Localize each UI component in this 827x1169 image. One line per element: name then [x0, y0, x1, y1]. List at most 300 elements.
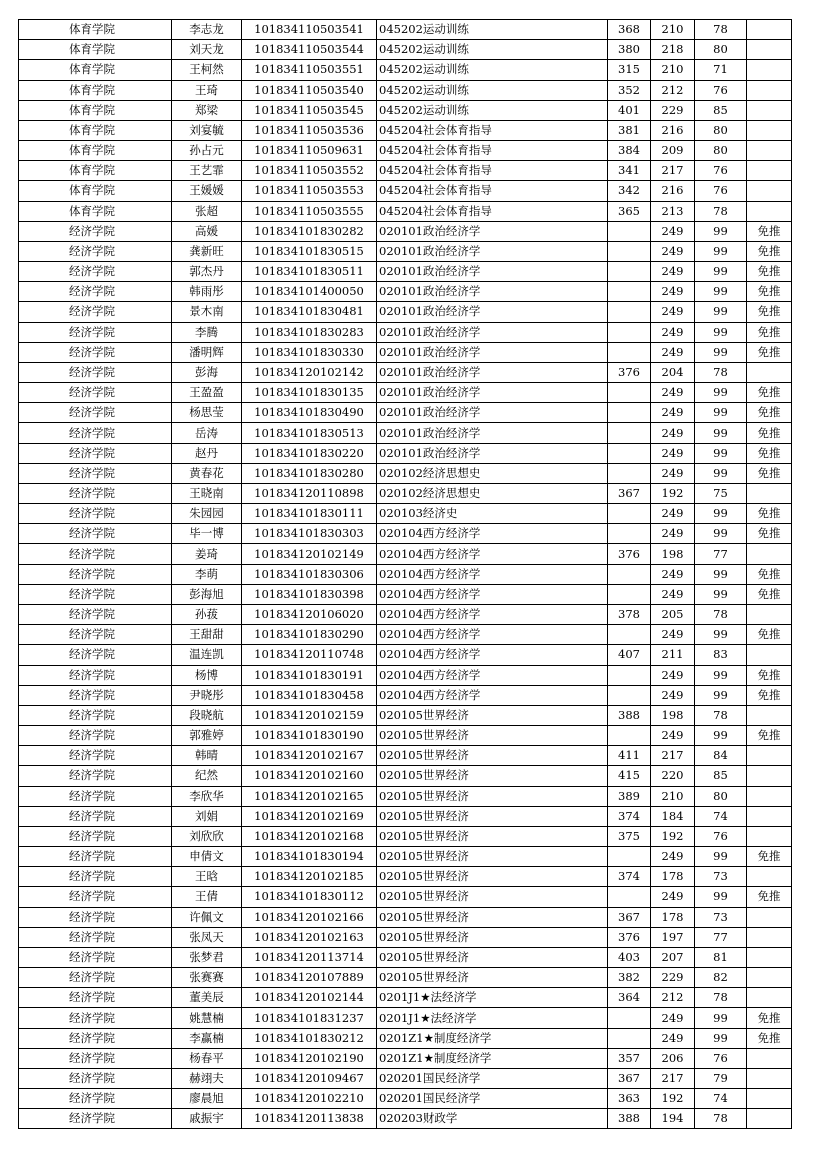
major-cell: 020101政治经济学: [377, 423, 608, 443]
name-cell: 景木南: [172, 302, 242, 322]
remark-cell: [747, 746, 792, 766]
name-cell: 温连凯: [172, 645, 242, 665]
total-score-cell: 99: [695, 383, 747, 403]
total-score-cell: 99: [695, 584, 747, 604]
table-row: [19, 968, 792, 988]
retest-score-cell: 206: [651, 1048, 695, 1068]
initial-score-cell: 363: [608, 1089, 651, 1109]
table-row: [19, 463, 792, 483]
total-score-cell: 99: [695, 564, 747, 584]
table-row: [19, 141, 792, 161]
total-score-cell: 99: [695, 342, 747, 362]
table-row: [19, 504, 792, 524]
major-cell: 020105世界经济: [377, 947, 608, 967]
college-cell: 经济学院: [19, 867, 172, 887]
initial-score-cell: 381: [608, 120, 651, 140]
table-row: [19, 584, 792, 604]
college-cell: 经济学院: [19, 705, 172, 725]
major-cell: 020101政治经济学: [377, 403, 608, 423]
college-cell: 经济学院: [19, 342, 172, 362]
major-cell: 020101政治经济学: [377, 443, 608, 463]
total-score-cell: 80: [695, 786, 747, 806]
name-cell: 戚振宇: [172, 1109, 242, 1129]
major-cell: 020104西方经济学: [377, 584, 608, 604]
college-cell: 经济学院: [19, 1109, 172, 1129]
retest-score-cell: 249: [651, 847, 695, 867]
college-cell: 经济学院: [19, 826, 172, 846]
college-cell: 经济学院: [19, 988, 172, 1008]
major-cell: 020103经济史: [377, 504, 608, 524]
name-cell: 李赢楠: [172, 1028, 242, 1048]
retest-score-cell: 184: [651, 806, 695, 826]
total-score-cell: 74: [695, 1089, 747, 1109]
remark-cell: 免推: [747, 726, 792, 746]
table-row: [19, 1068, 792, 1088]
initial-score-cell: 375: [608, 826, 651, 846]
total-score-cell: 99: [695, 1028, 747, 1048]
remark-cell: 免推: [747, 665, 792, 685]
college-cell: 体育学院: [19, 120, 172, 140]
remark-cell: [747, 20, 792, 40]
total-score-cell: 80: [695, 141, 747, 161]
total-score-cell: 71: [695, 60, 747, 80]
exam-id-cell: 101834120102168: [242, 826, 377, 846]
exam-id-cell: 101834120102163: [242, 927, 377, 947]
table-row: [19, 221, 792, 241]
remark-cell: 免推: [747, 302, 792, 322]
college-cell: 体育学院: [19, 141, 172, 161]
name-cell: 段晓航: [172, 705, 242, 725]
major-cell: 020101政治经济学: [377, 221, 608, 241]
table-body: [19, 20, 792, 1129]
college-cell: 经济学院: [19, 1028, 172, 1048]
exam-id-cell: 101834101830212: [242, 1028, 377, 1048]
major-cell: 020105世界经济: [377, 887, 608, 907]
college-cell: 经济学院: [19, 362, 172, 382]
initial-score-cell: 341: [608, 161, 651, 181]
major-cell: 045202运动训练: [377, 60, 608, 80]
retest-score-cell: 198: [651, 705, 695, 725]
initial-score-cell: 367: [608, 483, 651, 503]
major-cell: 020105世界经济: [377, 705, 608, 725]
remark-cell: [747, 181, 792, 201]
table-row: [19, 826, 792, 846]
remark-cell: 免推: [747, 342, 792, 362]
table-row: [19, 1089, 792, 1109]
name-cell: 王晗: [172, 867, 242, 887]
total-score-cell: 73: [695, 907, 747, 927]
initial-score-cell: [608, 847, 651, 867]
exam-id-cell: 101834101831237: [242, 1008, 377, 1028]
initial-score-cell: 315: [608, 60, 651, 80]
name-cell: 王倩: [172, 887, 242, 907]
initial-score-cell: 389: [608, 786, 651, 806]
initial-score-cell: 407: [608, 645, 651, 665]
retest-score-cell: 249: [651, 1008, 695, 1028]
retest-score-cell: 192: [651, 483, 695, 503]
table-row: [19, 60, 792, 80]
remark-cell: [747, 867, 792, 887]
college-cell: 经济学院: [19, 241, 172, 261]
name-cell: 王甜甜: [172, 625, 242, 645]
initial-score-cell: 411: [608, 746, 651, 766]
initial-score-cell: [608, 726, 651, 746]
total-score-cell: 76: [695, 80, 747, 100]
name-cell: 刘欣欣: [172, 826, 242, 846]
table-row: [19, 766, 792, 786]
major-cell: 020105世界经济: [377, 927, 608, 947]
retest-score-cell: 209: [651, 141, 695, 161]
retest-score-cell: 249: [651, 625, 695, 645]
total-score-cell: 99: [695, 847, 747, 867]
remark-cell: [747, 100, 792, 120]
total-score-cell: 76: [695, 161, 747, 181]
college-cell: 经济学院: [19, 262, 172, 282]
table-row: [19, 483, 792, 503]
initial-score-cell: 367: [608, 907, 651, 927]
major-cell: 020105世界经济: [377, 847, 608, 867]
initial-score-cell: [608, 241, 651, 261]
table-row: [19, 867, 792, 887]
initial-score-cell: [608, 383, 651, 403]
total-score-cell: 77: [695, 544, 747, 564]
table-row: [19, 241, 792, 261]
major-cell: 020201国民经济学: [377, 1089, 608, 1109]
name-cell: 郑梁: [172, 100, 242, 120]
exam-id-cell: 101834110503552: [242, 161, 377, 181]
major-cell: 020102经济思想史: [377, 463, 608, 483]
college-cell: 经济学院: [19, 1008, 172, 1028]
college-cell: 经济学院: [19, 887, 172, 907]
total-score-cell: 83: [695, 645, 747, 665]
table-row: [19, 120, 792, 140]
total-score-cell: 73: [695, 867, 747, 887]
remark-cell: 免推: [747, 262, 792, 282]
total-score-cell: 78: [695, 362, 747, 382]
exam-id-cell: 101834120102210: [242, 1089, 377, 1109]
remark-cell: [747, 705, 792, 725]
major-cell: 020104西方经济学: [377, 645, 608, 665]
major-cell: 045202运动训练: [377, 100, 608, 120]
retest-score-cell: 249: [651, 403, 695, 423]
major-cell: 045202运动训练: [377, 20, 608, 40]
total-score-cell: 81: [695, 947, 747, 967]
initial-score-cell: 415: [608, 766, 651, 786]
table-row: [19, 161, 792, 181]
name-cell: 张赛赛: [172, 968, 242, 988]
table-row: [19, 403, 792, 423]
table-row: [19, 726, 792, 746]
college-cell: 经济学院: [19, 786, 172, 806]
retest-score-cell: 249: [651, 524, 695, 544]
college-cell: 经济学院: [19, 544, 172, 564]
table-row: [19, 342, 792, 362]
name-cell: 张超: [172, 201, 242, 221]
college-cell: 经济学院: [19, 423, 172, 443]
initial-score-cell: [608, 463, 651, 483]
college-cell: 经济学院: [19, 685, 172, 705]
remark-cell: 免推: [747, 383, 792, 403]
exam-id-cell: 101834101400050: [242, 282, 377, 302]
retest-score-cell: 220: [651, 766, 695, 786]
name-cell: 许佩文: [172, 907, 242, 927]
exam-id-cell: 101834120102142: [242, 362, 377, 382]
total-score-cell: 99: [695, 887, 747, 907]
name-cell: 刘宴毓: [172, 120, 242, 140]
major-cell: 020101政治经济学: [377, 322, 608, 342]
retest-score-cell: 207: [651, 947, 695, 967]
major-cell: 045202运动训练: [377, 80, 608, 100]
college-cell: 体育学院: [19, 161, 172, 181]
retest-score-cell: 249: [651, 1028, 695, 1048]
retest-score-cell: 249: [651, 302, 695, 322]
table-row: [19, 645, 792, 665]
retest-score-cell: 249: [651, 504, 695, 524]
major-cell: 020101政治经济学: [377, 342, 608, 362]
total-score-cell: 78: [695, 20, 747, 40]
table-row: [19, 322, 792, 342]
initial-score-cell: [608, 423, 651, 443]
initial-score-cell: 376: [608, 544, 651, 564]
remark-cell: [747, 947, 792, 967]
table-row: [19, 181, 792, 201]
major-cell: 020101政治经济学: [377, 241, 608, 261]
total-score-cell: 77: [695, 927, 747, 947]
major-cell: 0201J1★法经济学: [377, 988, 608, 1008]
exam-id-cell: 101834110503551: [242, 60, 377, 80]
major-cell: 045204社会体育指导: [377, 161, 608, 181]
exam-id-cell: 101834120102160: [242, 766, 377, 786]
name-cell: 孙占元: [172, 141, 242, 161]
total-score-cell: 99: [695, 463, 747, 483]
initial-score-cell: [608, 302, 651, 322]
table-row: [19, 705, 792, 725]
remark-cell: [747, 826, 792, 846]
initial-score-cell: 378: [608, 604, 651, 624]
remark-cell: [747, 201, 792, 221]
table-row: [19, 847, 792, 867]
table-row: [19, 20, 792, 40]
remark-cell: 免推: [747, 423, 792, 443]
exam-id-cell: 101834110509631: [242, 141, 377, 161]
total-score-cell: 99: [695, 1008, 747, 1028]
remark-cell: 免推: [747, 1008, 792, 1028]
name-cell: 姚慧楠: [172, 1008, 242, 1028]
remark-cell: [747, 968, 792, 988]
total-score-cell: 99: [695, 524, 747, 544]
total-score-cell: 80: [695, 120, 747, 140]
table-row: [19, 786, 792, 806]
exam-id-cell: 101834101830515: [242, 241, 377, 261]
remark-cell: 免推: [747, 685, 792, 705]
major-cell: 020104西方经济学: [377, 665, 608, 685]
initial-score-cell: 376: [608, 362, 651, 382]
exam-id-cell: 101834120113714: [242, 947, 377, 967]
remark-cell: 免推: [747, 524, 792, 544]
exam-id-cell: 101834101830190: [242, 726, 377, 746]
table-row: [19, 604, 792, 624]
table-row: [19, 564, 792, 584]
retest-score-cell: 217: [651, 746, 695, 766]
major-cell: 020105世界经济: [377, 968, 608, 988]
major-cell: 020104西方经济学: [377, 524, 608, 544]
college-cell: 经济学院: [19, 645, 172, 665]
name-cell: 潘明辉: [172, 342, 242, 362]
exam-id-cell: 101834101830111: [242, 504, 377, 524]
retest-score-cell: 212: [651, 80, 695, 100]
initial-score-cell: 364: [608, 988, 651, 1008]
major-cell: 020101政治经济学: [377, 302, 608, 322]
retest-score-cell: 192: [651, 1089, 695, 1109]
remark-cell: [747, 786, 792, 806]
major-cell: 045204社会体育指导: [377, 120, 608, 140]
total-score-cell: 99: [695, 302, 747, 322]
major-cell: 020104西方经济学: [377, 625, 608, 645]
major-cell: 020104西方经济学: [377, 564, 608, 584]
college-cell: 经济学院: [19, 907, 172, 927]
initial-score-cell: [608, 665, 651, 685]
table-row: [19, 665, 792, 685]
exam-id-cell: 101834120110898: [242, 483, 377, 503]
remark-cell: [747, 483, 792, 503]
major-cell: 020105世界经济: [377, 726, 608, 746]
name-cell: 朱园园: [172, 504, 242, 524]
remark-cell: 免推: [747, 847, 792, 867]
college-cell: 经济学院: [19, 584, 172, 604]
initial-score-cell: 367: [608, 1068, 651, 1088]
college-cell: 经济学院: [19, 1048, 172, 1068]
remark-cell: [747, 1109, 792, 1129]
exam-id-cell: 101834110503553: [242, 181, 377, 201]
remark-cell: 免推: [747, 1028, 792, 1048]
retest-score-cell: 249: [651, 282, 695, 302]
major-cell: 020203财政学: [377, 1109, 608, 1129]
initial-score-cell: [608, 504, 651, 524]
college-cell: 经济学院: [19, 927, 172, 947]
exam-id-cell: 101834101830191: [242, 665, 377, 685]
name-cell: 尹晓彤: [172, 685, 242, 705]
remark-cell: 免推: [747, 403, 792, 423]
name-cell: 杨思莹: [172, 403, 242, 423]
college-cell: 经济学院: [19, 524, 172, 544]
table-row: [19, 201, 792, 221]
college-cell: 体育学院: [19, 100, 172, 120]
name-cell: 郭雅婷: [172, 726, 242, 746]
exam-id-cell: 101834101830458: [242, 685, 377, 705]
table-row: [19, 746, 792, 766]
retest-score-cell: 249: [651, 423, 695, 443]
retest-score-cell: 249: [651, 241, 695, 261]
retest-score-cell: 210: [651, 20, 695, 40]
name-cell: 王艺霏: [172, 161, 242, 181]
name-cell: 李志龙: [172, 20, 242, 40]
college-cell: 经济学院: [19, 665, 172, 685]
retest-score-cell: 249: [651, 262, 695, 282]
total-score-cell: 85: [695, 766, 747, 786]
remark-cell: 免推: [747, 241, 792, 261]
remark-cell: 免推: [747, 322, 792, 342]
major-cell: 020105世界经济: [377, 826, 608, 846]
total-score-cell: 80: [695, 40, 747, 60]
remark-cell: [747, 120, 792, 140]
retest-score-cell: 205: [651, 604, 695, 624]
name-cell: 黄春花: [172, 463, 242, 483]
exam-id-cell: 101834101830490: [242, 403, 377, 423]
table-row: [19, 302, 792, 322]
initial-score-cell: [608, 342, 651, 362]
initial-score-cell: 352: [608, 80, 651, 100]
retest-score-cell: 216: [651, 120, 695, 140]
name-cell: 杨春平: [172, 1048, 242, 1068]
major-cell: 020105世界经济: [377, 867, 608, 887]
total-score-cell: 99: [695, 685, 747, 705]
initial-score-cell: 382: [608, 968, 651, 988]
retest-score-cell: 213: [651, 201, 695, 221]
table-row: [19, 383, 792, 403]
retest-score-cell: 249: [651, 443, 695, 463]
remark-cell: [747, 766, 792, 786]
exam-id-cell: 101834120102169: [242, 806, 377, 826]
total-score-cell: 78: [695, 705, 747, 725]
remark-cell: 免推: [747, 625, 792, 645]
remark-cell: 免推: [747, 443, 792, 463]
college-cell: 经济学院: [19, 221, 172, 241]
remark-cell: [747, 988, 792, 1008]
total-score-cell: 99: [695, 322, 747, 342]
initial-score-cell: 376: [608, 927, 651, 947]
initial-score-cell: 374: [608, 806, 651, 826]
exam-id-cell: 101834101830303: [242, 524, 377, 544]
college-cell: 经济学院: [19, 847, 172, 867]
remark-cell: [747, 80, 792, 100]
name-cell: 董美辰: [172, 988, 242, 1008]
exam-id-cell: 101834120102185: [242, 867, 377, 887]
college-cell: 经济学院: [19, 443, 172, 463]
remark-cell: [747, 141, 792, 161]
college-cell: 经济学院: [19, 383, 172, 403]
exam-id-cell: 101834101830135: [242, 383, 377, 403]
name-cell: 王媛媛: [172, 181, 242, 201]
initial-score-cell: [608, 625, 651, 645]
remark-cell: 免推: [747, 504, 792, 524]
table-row: [19, 1048, 792, 1068]
retest-score-cell: 249: [651, 383, 695, 403]
college-cell: 经济学院: [19, 604, 172, 624]
total-score-cell: 99: [695, 504, 747, 524]
retest-score-cell: 249: [651, 463, 695, 483]
name-cell: 毕一博: [172, 524, 242, 544]
name-cell: 赵丹: [172, 443, 242, 463]
exam-id-cell: 101834110503541: [242, 20, 377, 40]
exam-id-cell: 101834120102159: [242, 705, 377, 725]
major-cell: 020105世界经济: [377, 746, 608, 766]
name-cell: 刘娟: [172, 806, 242, 826]
remark-cell: [747, 645, 792, 665]
name-cell: 王晓南: [172, 483, 242, 503]
total-score-cell: 75: [695, 483, 747, 503]
major-cell: 020201国民经济学: [377, 1068, 608, 1088]
initial-score-cell: 384: [608, 141, 651, 161]
major-cell: 020105世界经济: [377, 766, 608, 786]
initial-score-cell: [608, 262, 651, 282]
initial-score-cell: [608, 584, 651, 604]
total-score-cell: 78: [695, 604, 747, 624]
exam-id-cell: 101834101830481: [242, 302, 377, 322]
table-row: [19, 806, 792, 826]
retest-score-cell: 198: [651, 544, 695, 564]
total-score-cell: 99: [695, 665, 747, 685]
exam-id-cell: 101834110503545: [242, 100, 377, 120]
